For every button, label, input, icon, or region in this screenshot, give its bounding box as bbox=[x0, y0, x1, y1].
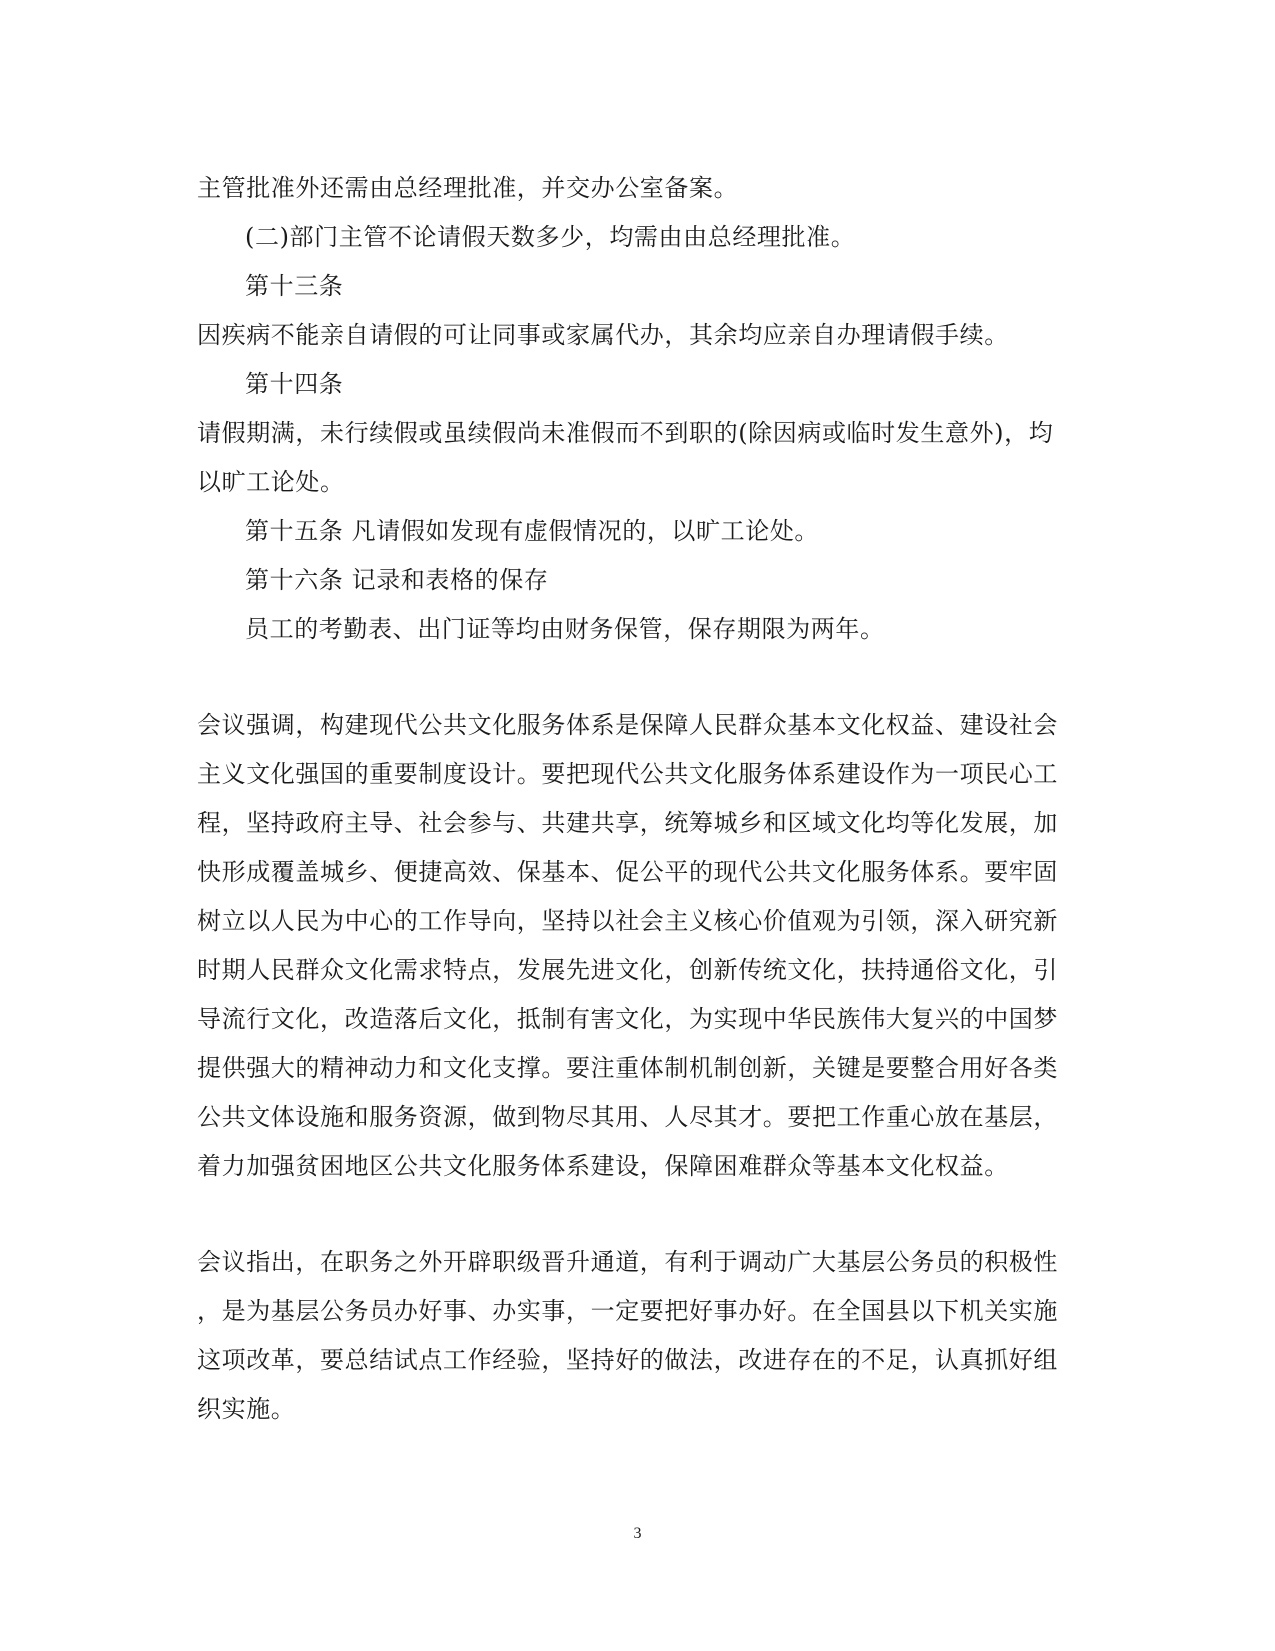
document-body bbox=[197, 164, 1077, 1434]
article-line: 第十五条 凡请假如发现有虚假情况的，以旷工论处。 bbox=[245, 517, 820, 545]
paragraph-line: 快形成覆盖城乡、便捷高效、保基本、促公平的现代公共文化服务体系。要牢固 bbox=[197, 858, 1058, 886]
paragraph-line: 会议指出，在职务之外开辟职级晋升通道，有利于调动广大基层公务员的积极性 bbox=[197, 1248, 1058, 1276]
paragraph-line: 程，坚持政府主导、社会参与、共建共享，统筹城乡和区域文化均等化发展，加 bbox=[197, 809, 1058, 837]
article-line: 第十六条 记录和表格的保存 bbox=[245, 566, 549, 594]
paragraph-line: 主义文化强国的重要制度设计。要把现代公共文化服务体系建设作为一项民心工 bbox=[197, 760, 1058, 788]
paragraph-line: 会议强调，构建现代公共文化服务体系是保障人民群众基本文化权益、建设社会 bbox=[197, 711, 1058, 739]
paragraph-line: 这项改革，要总结试点工作经验，坚持好的做法，改进存在的不足，认真抓好组 bbox=[197, 1346, 1058, 1374]
article-heading: 第十四条 bbox=[245, 370, 344, 398]
paragraph-line: 主管批准外还需由总经理批准，并交办公室备案。 bbox=[197, 174, 739, 202]
paragraph-line: 树立以人民为中心的工作导向，坚持以社会主义核心价值观为引领，深入研究新 bbox=[197, 907, 1058, 935]
article-heading: 第十三条 bbox=[245, 272, 344, 300]
paragraph-line: (二)部门主管不论请假天数多少，均需由由总经理批准。 bbox=[245, 223, 856, 251]
paragraph-line: 因疾病不能亲自请假的可让同事或家属代办，其余均应亲自办理请假手续。 bbox=[197, 321, 1009, 349]
paragraph-line: 请假期满，未行续假或虽续假尚未准假而不到职的(除因病或临时发生意外)，均 bbox=[197, 419, 1054, 447]
paragraph-line: 员工的考勤表、出门证等均由财务保管，保存期限为两年。 bbox=[245, 615, 885, 643]
paragraph-gap bbox=[197, 654, 1077, 701]
paragraph-gap bbox=[197, 1191, 1077, 1238]
paragraph-line: 提供强大的精神动力和文化支撑。要注重体制机制创新，关键是要整合用好各类 bbox=[197, 1054, 1058, 1082]
page-number: 3 bbox=[633, 1525, 642, 1542]
paragraph-line: 织实施。 bbox=[197, 1395, 296, 1423]
paragraph-line: 公共文体设施和服务资源，做到物尽其用、人尽其才。要把工作重心放在基层， bbox=[197, 1103, 1058, 1131]
paragraph-line: 导流行文化，改造落后文化，抵制有害文化，为实现中华民族伟大复兴的中国梦 bbox=[197, 1005, 1058, 1033]
paragraph-line: ，是为基层公务员办好事、办实事，一定要把好事办好。在全国县以下机关实施 bbox=[197, 1297, 1058, 1325]
paragraph-line: 以旷工论处。 bbox=[197, 468, 345, 496]
paragraph-line: 着力加强贫困地区公共文化服务体系建设，保障困难群众等基本文化权益。 bbox=[197, 1152, 1009, 1180]
paragraph-line: 时期人民群众文化需求特点，发展先进文化，创新传统文化，扶持通俗文化，引 bbox=[197, 956, 1058, 984]
